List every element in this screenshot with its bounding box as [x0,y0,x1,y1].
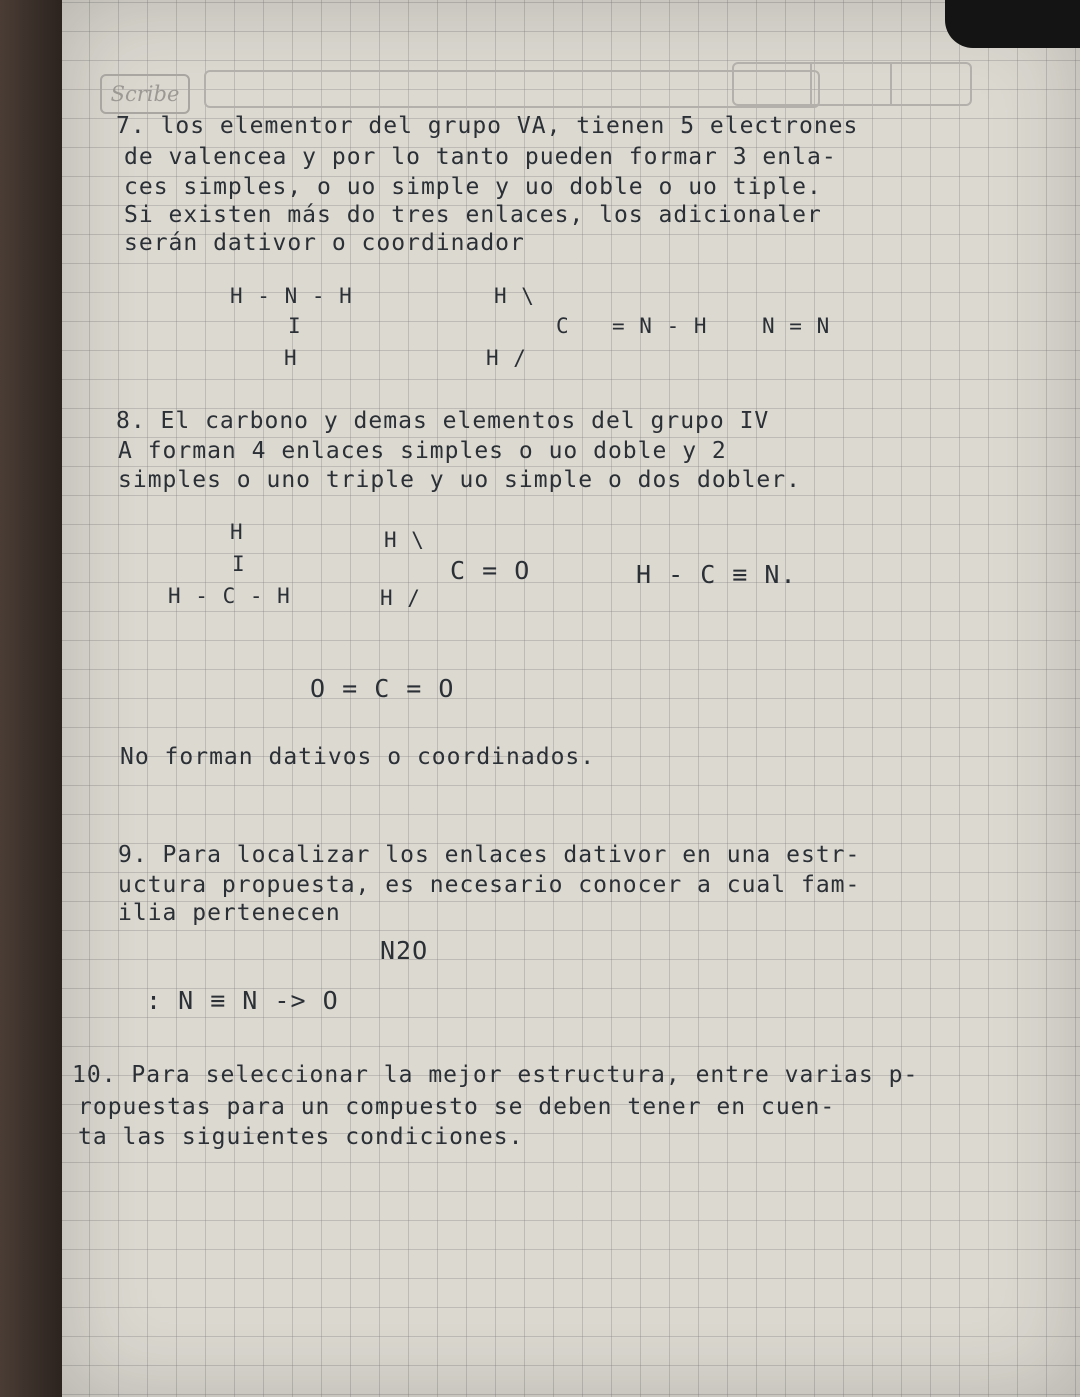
co2-formula: O = C = O [310,674,455,703]
methane-formula-bond: I [232,552,246,576]
n2o-structure: : N ≡ N -> O [146,986,339,1015]
aldehyde-formula-h-bottom: H / [380,586,421,610]
section-7-line: serán dativor o coordinador [124,230,525,256]
imine-formula-h-bottom: H / [486,346,527,370]
brand-logo: Scribe [100,74,190,114]
section-7-line: Si existen más do tres enlaces, los adicionaler [124,202,822,228]
section-10-line: ta las siguientes condiciones. [78,1124,524,1150]
section-8-line: 8. El carbono y demas elementos del grupo IV [116,408,770,434]
notebook-edge [0,0,62,1397]
section-9-line: ilia pertenecen [118,900,341,926]
section-7-line: de valencea y por lo tanto pueden formar 3 enla- [124,144,837,170]
page-header [100,62,980,110]
imine-formula-h-top: H \ [494,284,535,308]
title-field [204,70,820,108]
section-7-line: 7. los elementor del grupo VA, tienen 5 electrones [116,113,859,139]
section-7-line: ces simples, o uo simple y uo doble o uo tiple. [124,174,822,200]
n2o-formula: N2O [380,936,429,965]
section-10-line: ropuestas para un compuesto se deben tener en cuen- [78,1094,836,1120]
imine-formula-c: C [556,314,570,338]
methane-formula-mid: H - C - H [168,584,291,608]
section-9-line: 9. Para localizar los enlaces dativor en una estr- [118,842,861,868]
imine-formula-rest: = N - H [612,314,708,338]
amine-formula-bond: I [288,314,302,338]
binder-clip [945,0,1080,48]
section-8-line: A forman 4 enlaces simples o uo doble y 2 [118,438,727,464]
hcn-formula: H - C ≡ N. [636,560,797,589]
section-8-line: simples o uno triple y uo simple o dos dobler. [118,467,801,493]
section-8-note: No forman dativos o coordinados. [120,744,596,770]
amine-formula-top: H - N - H [230,284,353,308]
methane-formula-top: H [230,520,244,544]
date-field [732,62,972,106]
amine-formula-bottom: H [284,346,298,370]
section-10-line: 10. Para seleccionar la mejor estructura, entre varias p- [72,1062,919,1088]
aldehyde-formula-h-top: H \ [384,528,425,552]
nitrogen-formula: N = N [762,314,831,338]
aldehyde-formula-co: C = O [450,556,531,585]
section-9-line: uctura propuesta, es necesario conocer a cual fam- [118,872,861,898]
